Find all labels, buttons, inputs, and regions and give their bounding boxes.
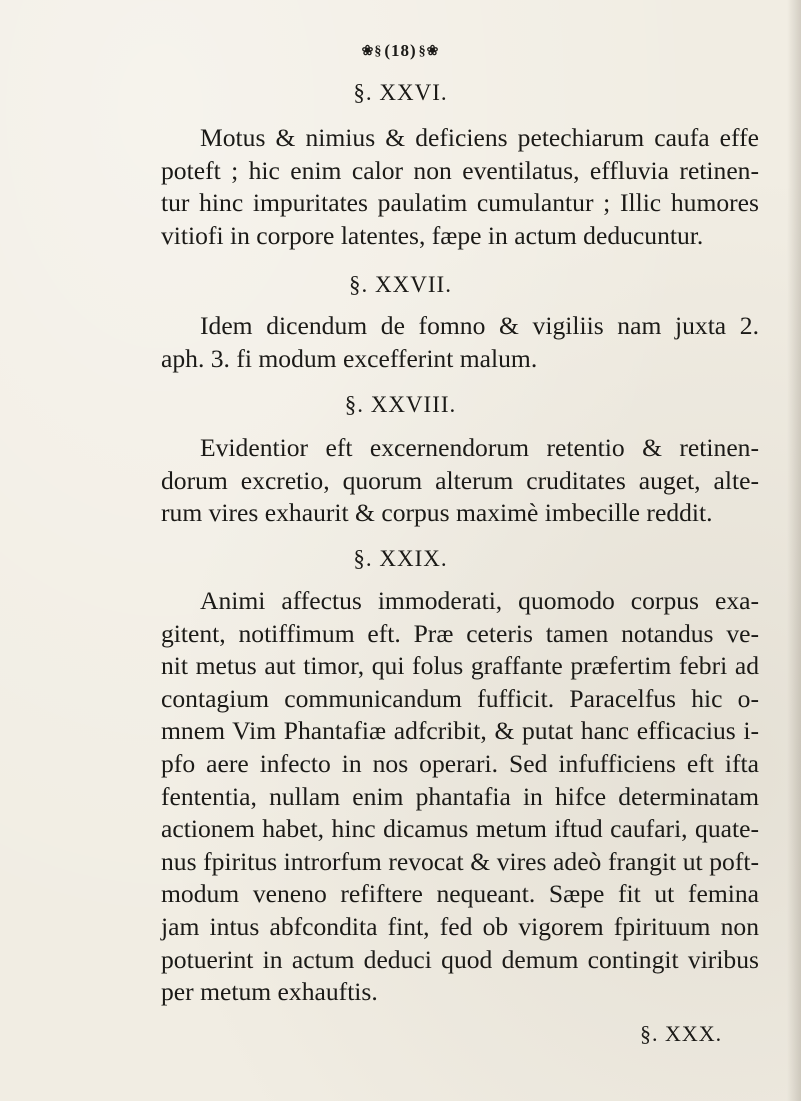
text-line: vitiofi in corpore latentes, fæpe in actum deducuntur. <box>161 220 704 250</box>
section-paragraph <box>161 585 759 1009</box>
text-line: Animi affectus immoderati, quomodo corpus exa- <box>200 586 759 615</box>
section-heading: §. XXVII. <box>349 272 452 297</box>
text-line: nus fpiritus introrfum revocat & vires adeò frangit ut poft- <box>161 846 759 876</box>
text-line: nit metus aut timor, qui folus graffante præfertim febri ad <box>161 651 759 681</box>
text-line: per metum exhauftis. <box>161 977 378 1007</box>
left-ornament-icon: ❀§ <box>361 43 383 59</box>
page-header <box>0 40 801 61</box>
text-line: potuerint in actum deduci quod demum contingit viribus <box>161 944 759 974</box>
text-line: pfo aere infecto in nos operari. Sed infufficiens eft ifta <box>161 748 759 778</box>
text-line: poteft ; hic enim calor non eventilatus, effluvia retinen- <box>161 155 759 185</box>
text-line: contagium communicandum fufficit. Paracelfus hic o- <box>161 683 759 713</box>
page-number: (18) <box>384 41 417 61</box>
text-line: mnem Vim Phantafiæ adfcribit, & putat hanc efficacius i- <box>161 716 759 746</box>
text-line: tur hinc impuritates paulatim cumulantur ; Illic humores <box>161 188 759 218</box>
section-heading: §. XXVIII. <box>344 392 457 417</box>
right-ornament-icon: §❀ <box>418 43 440 59</box>
text-line: Motus & nimius & deficiens petechiarum caufa effe <box>200 123 759 152</box>
section-heading: §. XXIX. <box>353 546 448 571</box>
text-line: rum vires exhaurit & corpus maximè imbecille reddit. <box>161 498 713 528</box>
section-paragraph <box>161 432 759 530</box>
text-line: modum veneno refiftere nequeant. Sæpe fit ut femina <box>161 879 759 909</box>
text-line: Evidentior eft excernendorum retentio & retinen- <box>200 433 759 462</box>
text-line: dorum excretio, quorum alterum cruditates auget, alte- <box>161 465 759 495</box>
section-paragraph <box>161 310 759 375</box>
text-line: Idem dicendum de fomno & vigiliis nam juxta 2. <box>200 311 759 340</box>
page-edge-shadow <box>787 0 801 1101</box>
text-line: aph. 3. fi modum excefferint malum. <box>161 343 538 373</box>
section-paragraph <box>161 122 759 252</box>
catchword: §. XXX. <box>640 1021 723 1046</box>
text-line: gitent, notiffimum eft. Præ ceteris tamen notandus ve- <box>161 618 759 648</box>
text-line: actionem habet, hinc dicamus metum iftud caufari, quate- <box>161 814 759 844</box>
text-line: jam intus abfcondita fint, fed ob vigorem fpirituum non <box>161 911 759 941</box>
text-line: fententia, nullam enim phantafia in hifce determinatam <box>161 781 759 811</box>
section-heading: §. XXVI. <box>353 80 448 105</box>
